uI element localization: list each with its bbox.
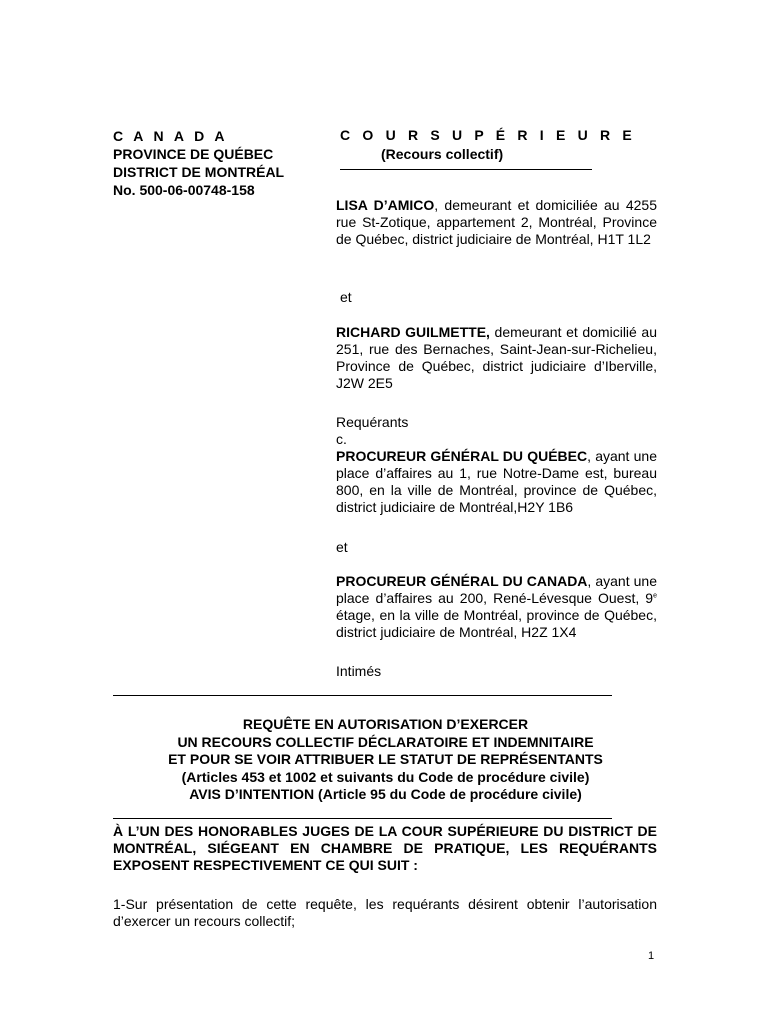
respondent-2-address-a: , ayant une place d’affaires au 200, René-Lévesque Ouest, 9 (336, 573, 657, 606)
province-label: PROVINCE DE QUÉBEC (113, 146, 274, 162)
district-label: DISTRICT DE MONTRÉAL (113, 164, 285, 180)
title-rule (113, 818, 612, 819)
paragraph-1: 1-Sur présentation de cette requête, les requérants désirent obtenir l’autorisation d’exercer un recours collectif; (113, 896, 657, 929)
respondent-2-address-b: étage, en la ville de Montréal, province de Québec, district judiciaire de Montréal, H2Z 1X4 (336, 607, 657, 640)
respondent-1 (336, 448, 657, 516)
respondent-1-address: , ayant une place d’affaires au 1, rue Notre-Dame est, bureau 800, en la ville de Montréal, province de Québec, district judiciaire de Montréal,H2Y 1B6 (336, 448, 657, 515)
and-connector-1: et (340, 289, 352, 305)
respondent-2 (336, 573, 657, 641)
respondent-2-name: PROCUREUR GÉNÉRAL DU CANADA (336, 573, 588, 589)
title-line-1: REQUÊTE EN AUTORISATION D’EXERCER (242, 716, 529, 732)
title-line-2: UN RECOURS COLLECTIF DÉCLARATOIRE ET INDEMNITAIRE (177, 733, 594, 750)
file-number: No. 500-06-00748-158 (113, 182, 255, 198)
address-to-court: À L’UN DES HONORABLES JUGES DE LA COUR SUPÉRIEURE DU DISTRICT DE MONTRÉAL, SIÉGEANT EN CHAMBRE DE PRATIQUE, LES REQUÉRANTS EXPOSENT RESPECTIVEMENT CE QUI SUIT : (113, 823, 657, 873)
court-name: C O U R S U P É R I E U R E (340, 127, 636, 143)
applicant-2-name: RICHARD GUILMETTE, (336, 324, 490, 340)
case-header-right (340, 127, 636, 170)
parties-rule (113, 695, 612, 696)
title-line-4: (Articles 453 et 1002 et suivants du Code de procédure civile) (181, 768, 590, 785)
and-connector-2: et (336, 539, 348, 555)
versus-label: c. (336, 431, 347, 447)
floor-superscript: e (653, 592, 657, 600)
court-type: (Recours collectif) (381, 146, 504, 162)
applicant-2 (336, 324, 657, 392)
respondents-label: Intimés (336, 663, 382, 679)
title-line-3: ET POUR SE VOIR ATTRIBUER LE STATUT DE REPRÉSENTANTS (168, 751, 603, 767)
document-title (113, 716, 658, 804)
case-header-left (113, 127, 284, 199)
country-label: C A N A D A (113, 128, 228, 144)
applicant-1-address: , demeurant et domiciliée au 4255 rue St-Zotique, appartement 2, Montréal, Province de Québec, district judiciaire de Montréal, H1T 1L2 (336, 197, 657, 247)
page-number: 1 (648, 950, 655, 962)
applicant-1 (336, 197, 657, 248)
header-rule (340, 169, 592, 170)
title-line-5: AVIS D’INTENTION (Article 95 du Code de procédure civile) (189, 786, 582, 802)
applicant-1-name: LISA D’AMICO (336, 197, 435, 213)
applicants-label: Requérants (336, 414, 409, 430)
respondent-1-name: PROCUREUR GÉNÉRAL DU QUÉBEC (336, 448, 588, 464)
applicant-2-address: demeurant et domicilié au 251, rue des Bernaches, Saint-Jean-sur-Richelieu, Province de Québec, district judiciaire d’Iberville, J2W 2E5 (336, 324, 657, 391)
